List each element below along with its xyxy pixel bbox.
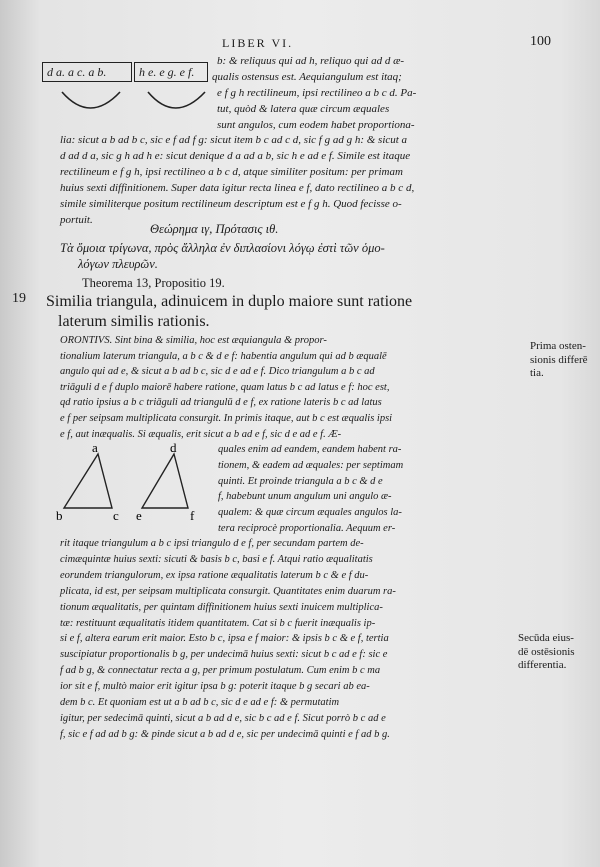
text-line: lia: sicut a b ad b c, sic e f ad f g: sicut item b c ad c d, sic f g ad g h: & sicut a [60,134,408,146]
label-e: e [136,508,142,523]
text-line: suscipiatur proportionalis b g, per undecimā huius sexti: sicut b c ad e f: sic e [60,649,388,661]
text-line: cimæquintæ huius sexti: sicuti & basis b c, basi e f. Atqui ratio æqualitatis [60,553,373,565]
text-line: eorundem triangulorum, ex ipsa ratione æqualitatis laterum b c & e f du- [60,569,369,581]
text-line: rectilineum e f g h, ipsi rectilineo a b c d, atque similiter positum: per primam [60,165,403,178]
text-line: quinti. Et proinde triangula a b c & d e [218,475,383,487]
arc-left [62,92,120,108]
text-line: b: & reliquus qui ad h, reliquo qui ad d æ- [217,55,405,67]
text-line: huius sexti diffinitionem. Super data igitur recta linea e f, dato rectilineo a b c d, [60,181,415,194]
text-line: f, sic e f ad ad b g: & pinde sicut a b ad d e, sic per undecimā quinti e f ad b g. [60,728,390,740]
text-line: qualis ostensus est. Aequiangulum est itaq; [212,70,402,83]
text-line: ORONTIVS. Sint bina & similia, hoc est æquiangula & propor- [60,335,327,346]
proposition-enunciation [46,292,412,332]
page-header [0,34,600,54]
text-line: simile similiterque positum rectilineum descriptum est e f g h. Quod fecisse o- [60,197,402,210]
triangles-figure [50,440,225,550]
text-line: f ad b g, & connectatur recta a g, per primum postulatum. Cum enim b c ma [60,665,381,677]
label-f: f [190,508,195,523]
text-part3 [60,536,530,743]
text-line: d ad d a, sic g h ad h e: sicut denique d a ad a b, sic h e ad e f. Simile est itaque [60,149,411,162]
text-part2 [60,333,515,442]
enunciation-line: Similia triangula, adinuicem in duplo maiore sunt ratione [46,293,413,310]
text-line: angulo qui ad e, & sicut a b ad b c, sic d e ad e f. Dico triangulum a b c ad [60,366,375,378]
note-line: tia. [530,367,544,379]
note-line: Secūda eius- [518,632,574,644]
marginal-note-first [530,340,588,381]
text-line: e f g h rectilineum, ipsi rectilineo a b c d. Pa- [217,86,417,99]
sequence-box-left: d a. a c. a b. [42,62,132,82]
text-line: tionem, & eadem ad æquales: per septimam [218,459,404,471]
text-line: dem b c. Et quoniam est ut a b ad b c, sic d e ad e f: & permutatim [60,697,340,709]
text-line: si e f, altera earum erit maior. Esto b c, ipsa e f maior: & ipsis b c & e f, tertia [60,633,389,645]
text-line: tæ: restituunt æqualitatis itidem quantitatem. Cat si b c fuerit inæqualis ip- [60,617,376,629]
theorem-heading: Theorema 13, Propositio 19. [82,276,225,290]
margin-proposition-number: 19 [12,291,26,306]
greek-enunciation [60,240,385,272]
text-part1-indented [212,54,417,134]
marginal-note-second [518,632,575,673]
text-line: e f, aut inæqualis. Si æqualis, erit sicut a b ad e f, sic d e ad e f. Æ- [60,428,342,440]
text-line: rit itaque triangulum a b c ipsi triangulo d e f, per secundam partem de- [60,538,364,549]
top-arcs-figure [40,84,220,124]
note-line: sionis differē [530,353,588,366]
sequence-box-right: h e. e g. e f. [134,62,208,82]
text-line: tionalium laterum triangula, a b c & d e f: habentia angulum qui ad b æqualē [60,350,387,362]
text-line: qualem: & quæ circum æquales angulos la- [218,507,402,519]
greek-heading: Θεώρημα ιγ, Πρότασις ιθ. [150,222,279,236]
label-c: c [113,508,119,523]
text-line: f, habebunt unum angulum uni angulo æ- [218,491,392,503]
text-narrow-column [218,442,403,537]
folio-number: 100 [530,34,551,49]
greek-line: Τὰ ὅμοια τρίγωνα, πρὸς ἄλληλα ἐν διπλασίονι λόγῳ ἐστὶ τῶν ὁμο- [60,241,385,255]
text-line: qd ratio ipsius a b c triāguli ad triangulū d e f, ex ratione lateris b c ad latus [60,397,382,409]
text-line: triāguli d e f duplo maiorē habere ratione, quam latus b c ad latus e f: hoc est, [60,381,390,393]
enunciation-line: laterum similis rationis. [58,313,210,330]
text-line: tionum æqualitatis, per quintam diffinitionem huius sexti inuicem multiplica- [60,601,383,613]
arc-right [148,92,205,108]
label-a: a [92,440,98,455]
text-line: quales enim ad eandem, eandem habent ra- [218,444,402,455]
text-line: sunt angulos, cum eodem habet proportiona- [217,118,415,131]
greek-line: λόγων πλευρῶν. [78,257,158,271]
text-line: portuit. [60,213,93,226]
text-line: ior sit e f, multò maior erit igitur ipsa b g: poterit itaque b g secari ab ea- [60,681,370,693]
text-line: plicata, id est, per seipsam multiplicata consurgit. Quantitates enim duarum ra- [60,585,396,597]
note-line: differentia. [518,659,567,671]
text-line: e f per seipsam multiplicata consurgit. In primis itaque, aut b c est æqualis ipsi [60,412,393,424]
label-b: b [56,508,63,523]
text-line: tera reciprocè proportionalia. Aequum er- [218,522,396,534]
triangle-abc [64,454,112,508]
running-head: LIBER VI. [222,36,294,50]
note-line: dē ostēsionis [518,645,575,658]
triangle-def [142,454,188,508]
text-line: igitur, per sedecimā quinti, sicut a b ad d e, sic b c ad e f. Sicut porrò b c ad e [60,712,386,724]
text-line: tut, quòd & latera quæ circum æquales [217,102,390,115]
label-d: d [170,440,177,455]
note-line: Prima osten- [530,340,586,352]
text-part1-full [60,133,535,228]
